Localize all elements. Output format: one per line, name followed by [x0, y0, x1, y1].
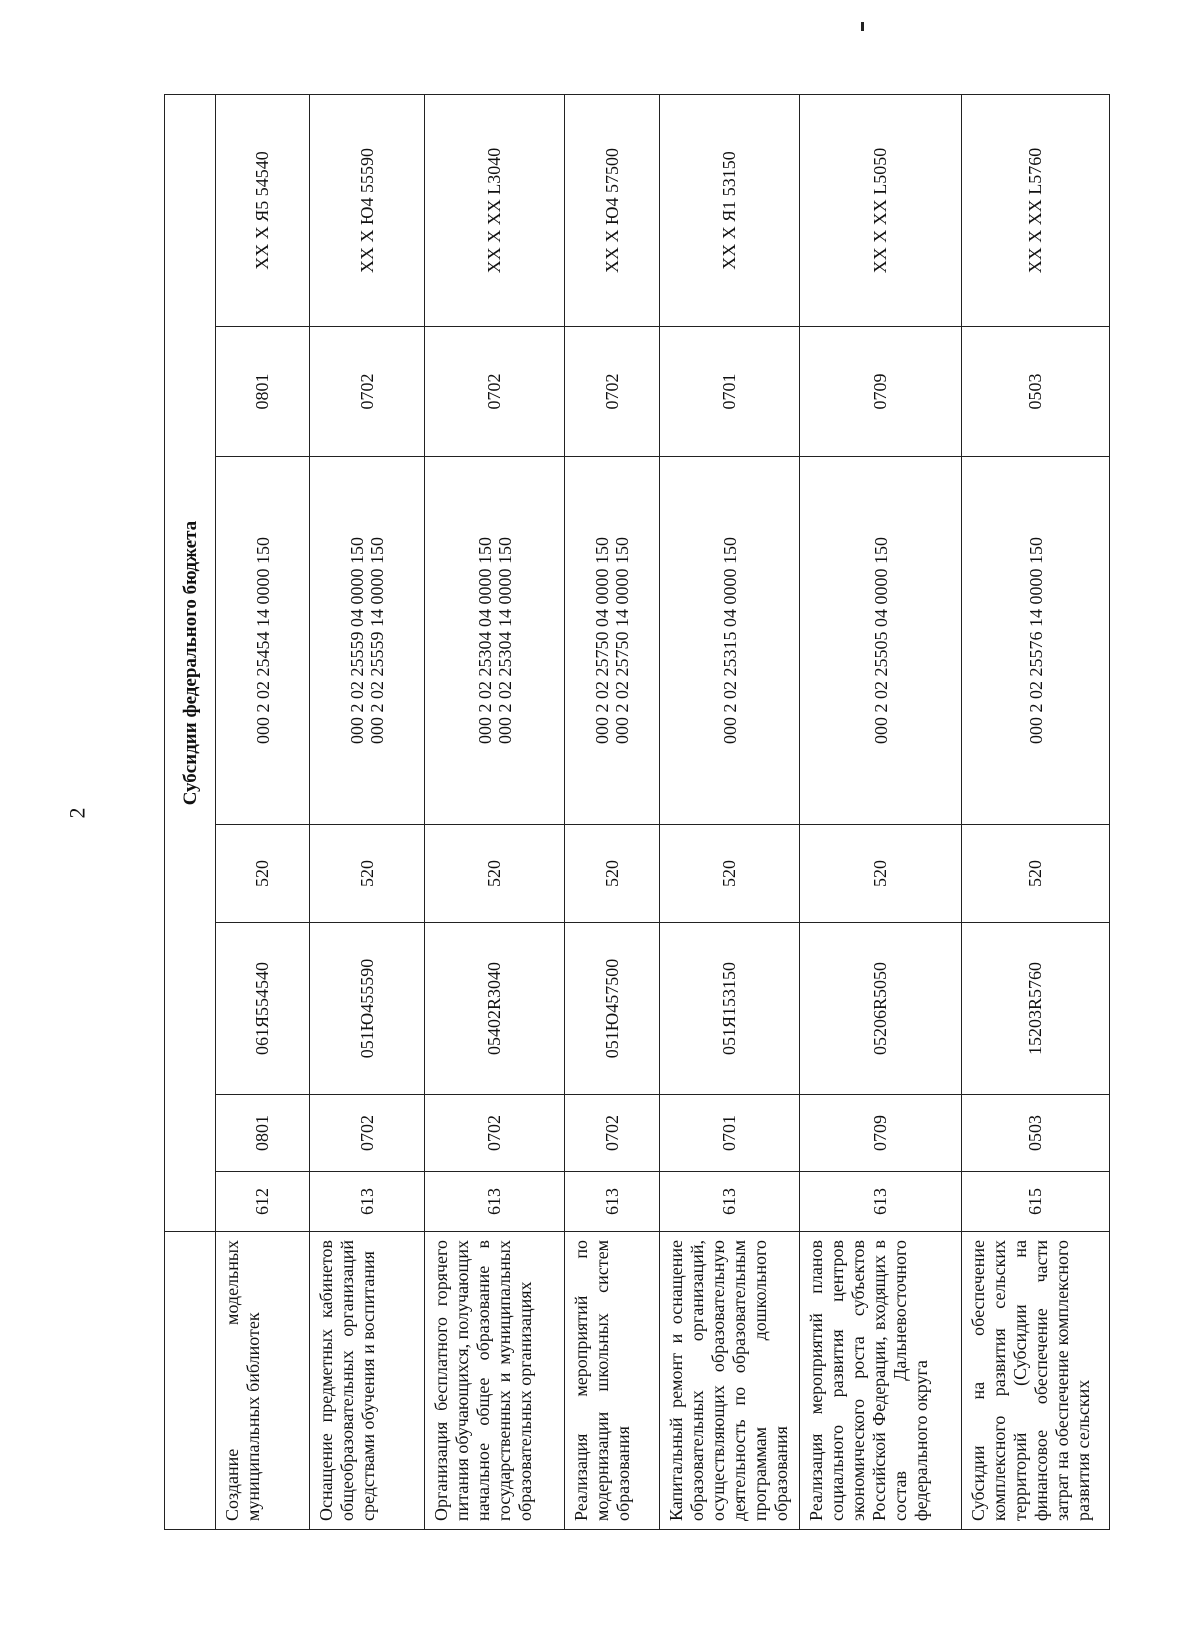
row-code-1: 613: [425, 1172, 565, 1232]
row-code-4: 520: [800, 825, 962, 923]
income-code-line: 000 2 02 25304 04 0000 150: [474, 537, 495, 744]
row-target-code: 051Ю455590: [310, 923, 425, 1095]
row-target-code: 051Ю457500: [565, 923, 660, 1095]
table-row: [310, 94, 425, 1529]
income-code-line: 000 2 02 25576 14 0000 150: [1025, 537, 1046, 744]
row-code-7: XX X XX L3040: [425, 94, 565, 326]
row-code-6: 0801: [216, 327, 310, 457]
row-code-7: XX X Я5 54540: [216, 94, 310, 326]
income-code-line: 000 2 02 25559 04 0000 150: [347, 537, 367, 744]
row-code-1: 615: [962, 1172, 1110, 1232]
row-code-2: 0503: [962, 1095, 1110, 1172]
row-code-2: 0709: [800, 1095, 962, 1172]
row-target-code: 15203R5760: [962, 923, 1110, 1095]
row-description: Капитальный ремонт и оснащение образовательных организаций, осуществляющих образовательную деятельность по образовательным программам дошкольного образования: [660, 1232, 800, 1530]
row-code-7: XX X Я1 53150: [660, 94, 800, 326]
row-code-1: 613: [310, 1172, 425, 1232]
row-code-1: 613: [660, 1172, 800, 1232]
table-row: [425, 94, 565, 1529]
row-code-2: 0702: [310, 1095, 425, 1172]
table-row: [800, 94, 962, 1529]
row-target-code: 05206R5050: [800, 923, 962, 1095]
row-income-code: [800, 457, 962, 825]
row-income-code: [565, 457, 660, 825]
row-code-4: 520: [962, 825, 1110, 923]
row-code-1: 612: [216, 1172, 310, 1232]
income-code-line: 000 2 02 25315 04 0000 150: [719, 537, 740, 744]
income-code-line: 000 2 02 25750 04 0000 150: [592, 537, 612, 744]
table-row: [962, 94, 1110, 1529]
row-code-7: XX X XX L5050: [800, 94, 962, 326]
row-code-4: 520: [660, 825, 800, 923]
row-code-6: 0503: [962, 327, 1110, 457]
table-row: [565, 94, 660, 1529]
rotated-table-container: [164, 95, 1102, 1530]
row-code-4: 520: [310, 825, 425, 923]
table-row: [216, 94, 310, 1529]
row-code-6: 0709: [800, 327, 962, 457]
row-code-6: 0702: [425, 327, 565, 457]
row-code-7: XX X Ю4 57500: [565, 94, 660, 326]
row-code-2: 0701: [660, 1095, 800, 1172]
row-code-4: 520: [216, 825, 310, 923]
row-code-4: 520: [425, 825, 565, 923]
row-code-6: 0701: [660, 327, 800, 457]
row-income-code: [962, 457, 1110, 825]
budget-table: [164, 94, 1110, 1530]
page-number: 2: [64, 807, 90, 819]
row-description: Оснащение предметных кабинетов общеобразовательных организаций средствами обучения и воспитания: [310, 1232, 425, 1530]
row-description: Создание модельных муниципальных библиотек: [216, 1232, 310, 1530]
income-code-line: 000 2 02 25505 04 0000 150: [870, 537, 891, 744]
row-income-code: [216, 457, 310, 825]
row-income-code: [425, 457, 565, 825]
row-target-code: 061Я554540: [216, 923, 310, 1095]
row-code-4: 520: [565, 825, 660, 923]
row-target-code: 051Я153150: [660, 923, 800, 1095]
section-header: Субсидии федерального бюджета: [165, 94, 216, 1231]
row-code-1: 613: [800, 1172, 962, 1232]
row-code-6: 0702: [565, 327, 660, 457]
row-code-1: 613: [565, 1172, 660, 1232]
row-code-2: 0702: [425, 1095, 565, 1172]
header-empty-cell: [165, 1232, 216, 1530]
row-code-2: 0702: [565, 1095, 660, 1172]
row-description: Реализация мероприятий планов социального развития центров экономического роста субъектов Российской Федерации, входящих в состав Дальневосточного федерального округа: [800, 1232, 962, 1530]
scan-speck: [861, 22, 864, 31]
row-code-7: XX X Ю4 55590: [310, 94, 425, 326]
income-code-line: 000 2 02 25559 14 0000 150: [367, 537, 387, 744]
row-income-code: [310, 457, 425, 825]
income-code-line: 000 2 02 25454 14 0000 150: [252, 537, 273, 744]
row-description: Субсидии на обеспечение комплексного развития сельских территорий (Субсидии на финансовое обеспечение части затрат на обеспечение комплексного развития сельских: [962, 1232, 1110, 1530]
header-row: [165, 94, 216, 1529]
row-income-code: [660, 457, 800, 825]
row-description: Реализация мероприятий по модернизации школьных систем образования: [565, 1232, 660, 1530]
row-description: Организация бесплатного горячего питания обучающихся, получающих начальное общее образование в государственных и муниципальных образовательных организациях: [425, 1232, 565, 1530]
row-target-code: 05402R3040: [425, 923, 565, 1095]
income-code-line: 000 2 02 25304 14 0000 150: [494, 537, 515, 744]
row-code-6: 0702: [310, 327, 425, 457]
row-code-7: XX X XX L5760: [962, 94, 1110, 326]
table-row: [660, 94, 800, 1529]
row-code-2: 0801: [216, 1095, 310, 1172]
income-code-line: 000 2 02 25750 14 0000 150: [612, 537, 632, 744]
